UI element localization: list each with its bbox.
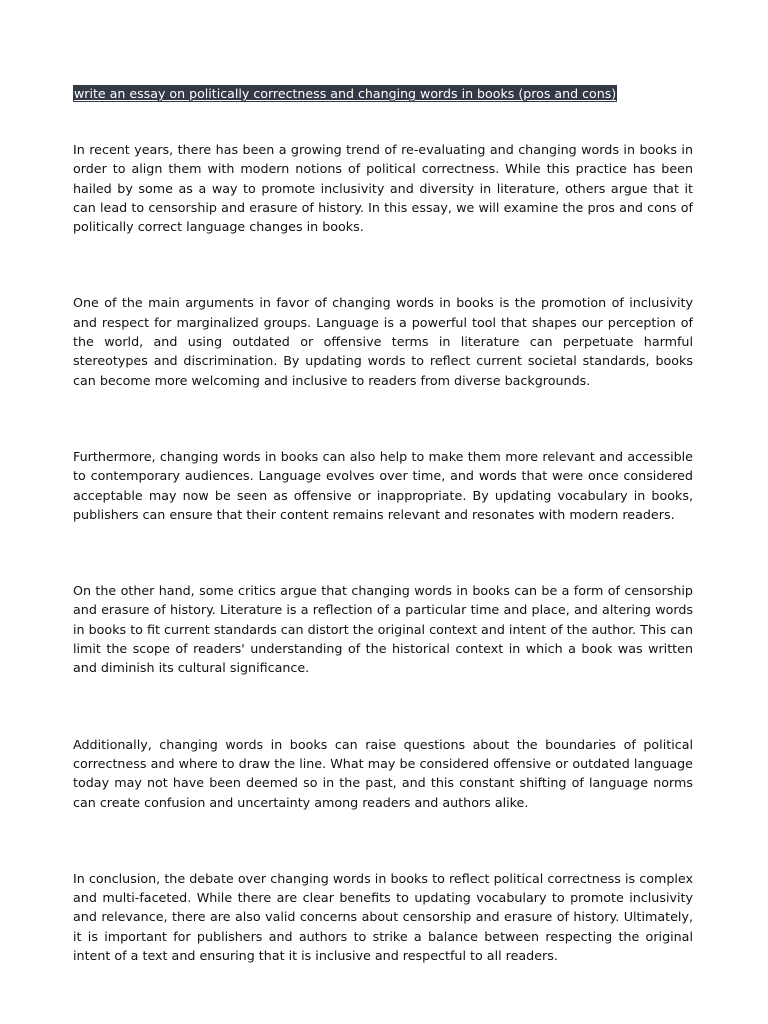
paragraph-relevance: Furthermore, changing words in books can also help to make them more relevant and accessible to contemporary audiences. Language evolves over time, and words that were once considered acceptable may now be seen as offensive or inappropriate. By updating vocabulary in books, publishers can ensure that their content remains relevant and resonates with modern readers. <box>73 448 693 522</box>
document-title: write an essay on politically correctness and changing words in books (pros and cons) <box>74 86 617 101</box>
paragraph-inclusivity: One of the main arguments in favor of changing words in books is the promotion of inclusivity and respect for marginalized groups. Language is a powerful tool that shapes our perception of the world, and using outdated or offensive terms in literature can perpetuate harmful stereotypes and discrimination. By updating words to reflect current societal standards, books can become more welcoming and inclusive to readers from diverse backgrounds. <box>73 295 693 388</box>
paragraph-censorship: On the other hand, some critics argue that changing words in books can be a form of censorship and erasure of history. Literature is a reflection of a particular time and place, and altering words in books to fit current standards can distort the original context and intent of the author. This can limit the scope of readers' understanding of the historical context in which a book was written and diminish its cultural significance. <box>73 583 693 676</box>
paragraph-conclusion: In conclusion, the debate over changing words in books to reflect political correctness is complex and multi-faceted. While there are clear benefits to updating vocabulary to promote inclusivity and relevance, there are also valid concerns about censorship and erasure of history. Ultimately, it is important for publishers and authors to strike a balance between respecting the original intent of a text and ensuring that it is inclusive and respectful to all readers. <box>73 870 693 964</box>
essay-body <box>73 140 693 1022</box>
paragraph-boundaries: Additionally, changing words in books can raise questions about the boundaries of political correctness and where to draw the line. What may be considered offensive or outdated language today may not have been deemed so in the past, and this constant shifting of language norms can create confusion and uncertainty among readers and authors alike. <box>73 736 693 810</box>
paragraph-introduction: In recent years, there has been a growing trend of re-evaluating and changing words in books in order to align them with modern notions of political correctness. While this practice has been hailed by some as a way to promote inclusivity and diversity in literature, others argue that it can lead to censorship and erasure of history. In this essay, we will examine the pros and cons of politically correct language changes in books. <box>73 142 693 235</box>
